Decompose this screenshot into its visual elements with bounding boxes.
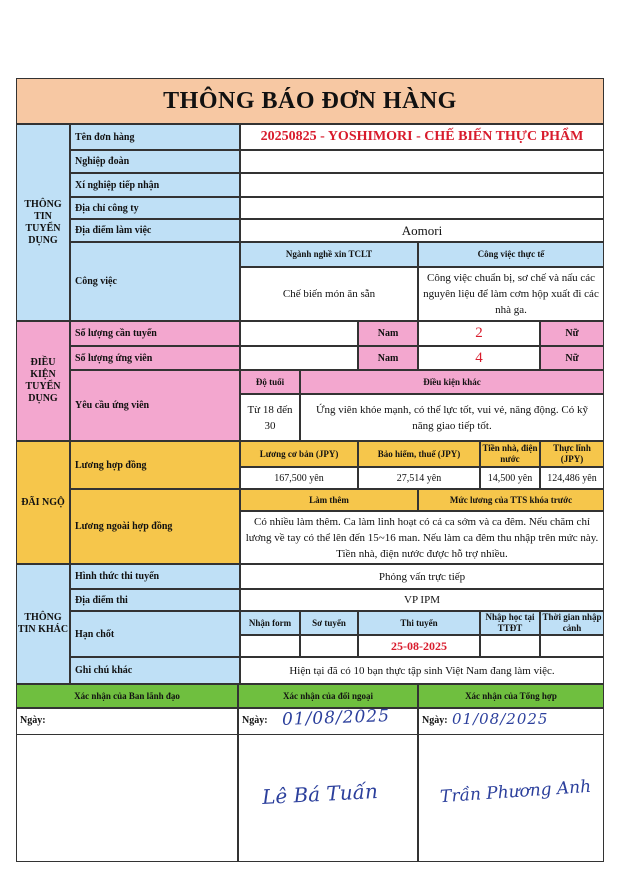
- net-salary-value: 124,486 yên: [540, 467, 604, 489]
- exam-date-header: Thi tuyển: [358, 611, 480, 635]
- receiving-company-value: [240, 173, 604, 197]
- title-bar: [16, 78, 604, 124]
- housing-utilities-value: 14,500 yên: [480, 467, 540, 489]
- leadership-confirm-box: [16, 708, 238, 862]
- needed-male-value: 2: [418, 321, 540, 346]
- general-confirm-header: Xác nhận của Tổng hợp: [418, 684, 604, 708]
- order-name-value: 20250825 - YOSHIMORI - CHẾ BIẾN THỰC PHẨM: [240, 124, 604, 150]
- external-date-handwritten: 01/08/2025: [281, 706, 391, 730]
- receiving-company-label: Xí nghiệp tiếp nhận: [70, 173, 240, 197]
- entry-time-header: Thời gian nhập cảnh: [540, 611, 604, 635]
- non-contract-salary-value: Có nhiều làm thêm. Ca làm linh hoạt có cả ca sớm và ca đêm. Nếu chăm chỉ lương về tay có thể lên đến 15~16 man. Nếu làm ca đêm thu nhập trên mức này. Tiền nhà, điện nước được hỗ trợ nhiều.: [240, 511, 604, 564]
- leadership-date-label: Ngày:: [20, 715, 46, 726]
- page-title: THÔNG BÁO ĐƠN HÀNG: [163, 87, 457, 114]
- requirements-label: Yêu cầu ứng viên: [70, 370, 240, 441]
- exam-date-value: 25-08-2025: [358, 635, 480, 657]
- age-header: Độ tuổi: [240, 370, 300, 394]
- actual-job-value: Công việc chuẩn bị, sơ chế và nấu các nguyên liệu để làm cơm hộp xuất đi các nhà ga.: [418, 267, 604, 321]
- general-signature: Trần Phương Anh: [439, 776, 592, 808]
- exam-format-value: Phỏng vấn trực tiếp: [240, 564, 604, 589]
- overtime-header: Làm thêm: [240, 489, 418, 511]
- contract-salary-label: Lương hợp đồng: [70, 441, 240, 489]
- job-category-header: Ngành nghề xin TCLT: [240, 242, 418, 267]
- section-benefits-label: ĐÃI NGỘ: [16, 441, 70, 564]
- order-name-label: Tên đơn hàng: [70, 124, 240, 150]
- net-salary-header: Thực lĩnh (JPY): [540, 441, 604, 467]
- job-label: Công việc: [70, 242, 240, 321]
- section-recruitment-info-label: THÔNG TIN TUYỂN DỤNG: [16, 124, 70, 321]
- training-enroll-value: [480, 635, 540, 657]
- other-conditions-value: Ứng viên khỏe mạnh, có thể lực tốt, vui vẻ, năng động. Có kỹ năng giao tiếp tốt.: [300, 394, 604, 441]
- exam-format-label: Hình thức thi tuyển: [70, 564, 240, 589]
- exam-location-value: VP IPM: [240, 589, 604, 611]
- needed-count-blank: [240, 321, 358, 346]
- base-salary-value: 167,500 yên: [240, 467, 358, 489]
- insurance-tax-value: 27,514 yên: [358, 467, 480, 489]
- training-enroll-header: Nhập học tại TTĐT: [480, 611, 540, 635]
- candidate-male-value: 4: [418, 346, 540, 370]
- candidate-female-label: Nữ: [540, 346, 604, 370]
- external-signature: Lê Bá Tuấn: [261, 778, 379, 810]
- other-notes-label: Ghi chú khác: [70, 657, 240, 684]
- candidate-count-label: Số lượng ứng viên: [70, 346, 240, 370]
- housing-utilities-header: Tiền nhà, điện nước: [480, 441, 540, 467]
- job-category-value: Chế biến món ăn sẵn: [240, 267, 418, 321]
- screening-value: [300, 635, 358, 657]
- needed-female-label: Nữ: [540, 321, 604, 346]
- exam-location-label: Địa điểm thi: [70, 589, 240, 611]
- candidate-count-blank: [240, 346, 358, 370]
- union-value: [240, 150, 604, 173]
- company-address-label: Địa chỉ công ty: [70, 197, 240, 219]
- entry-time-value: [540, 635, 604, 657]
- external-confirm-header: Xác nhận của đối ngoại: [238, 684, 418, 708]
- non-contract-salary-label: Lương ngoài hợp đồng: [70, 489, 240, 564]
- other-conditions-header: Điều kiện khác: [300, 370, 604, 394]
- actual-job-header: Công việc thực tế: [418, 242, 604, 267]
- workplace-value: Aomori: [240, 219, 604, 242]
- leadership-confirm-header: Xác nhận của Ban lãnh đạo: [16, 684, 238, 708]
- base-salary-header: Lương cơ bản (JPY): [240, 441, 358, 467]
- other-notes-value: Hiện tại đã có 10 bạn thực tập sinh Việt Nam đang làm việc.: [240, 657, 604, 684]
- general-date-label: Ngày:: [422, 715, 448, 726]
- section-conditions-label: ĐIỀU KIỆN TUYỂN DỤNG: [16, 321, 70, 441]
- workplace-label: Địa điểm làm việc: [70, 219, 240, 242]
- section-other-info-label: THÔNG TIN KHÁC: [16, 564, 70, 684]
- candidate-male-label: Nam: [358, 346, 418, 370]
- external-date-label: Ngày:: [242, 715, 268, 726]
- age-value: Từ 18 đến 30: [240, 394, 300, 441]
- previous-trainee-salary-header: Mức lương của TTS khóa trước: [418, 489, 604, 511]
- date-row-divider: [16, 734, 604, 735]
- needed-count-label: Số lượng cần tuyển: [70, 321, 240, 346]
- insurance-tax-header: Bảo hiểm, thuế (JPY): [358, 441, 480, 467]
- receive-form-header: Nhận form: [240, 611, 300, 635]
- deadline-label: Hạn chốt: [70, 611, 240, 657]
- needed-male-label: Nam: [358, 321, 418, 346]
- screening-header: Sơ tuyển: [300, 611, 358, 635]
- general-date-handwritten: 01/08/2025: [452, 710, 549, 728]
- receive-form-value: [240, 635, 300, 657]
- company-address-value: [240, 197, 604, 219]
- union-label: Nghiệp đoàn: [70, 150, 240, 173]
